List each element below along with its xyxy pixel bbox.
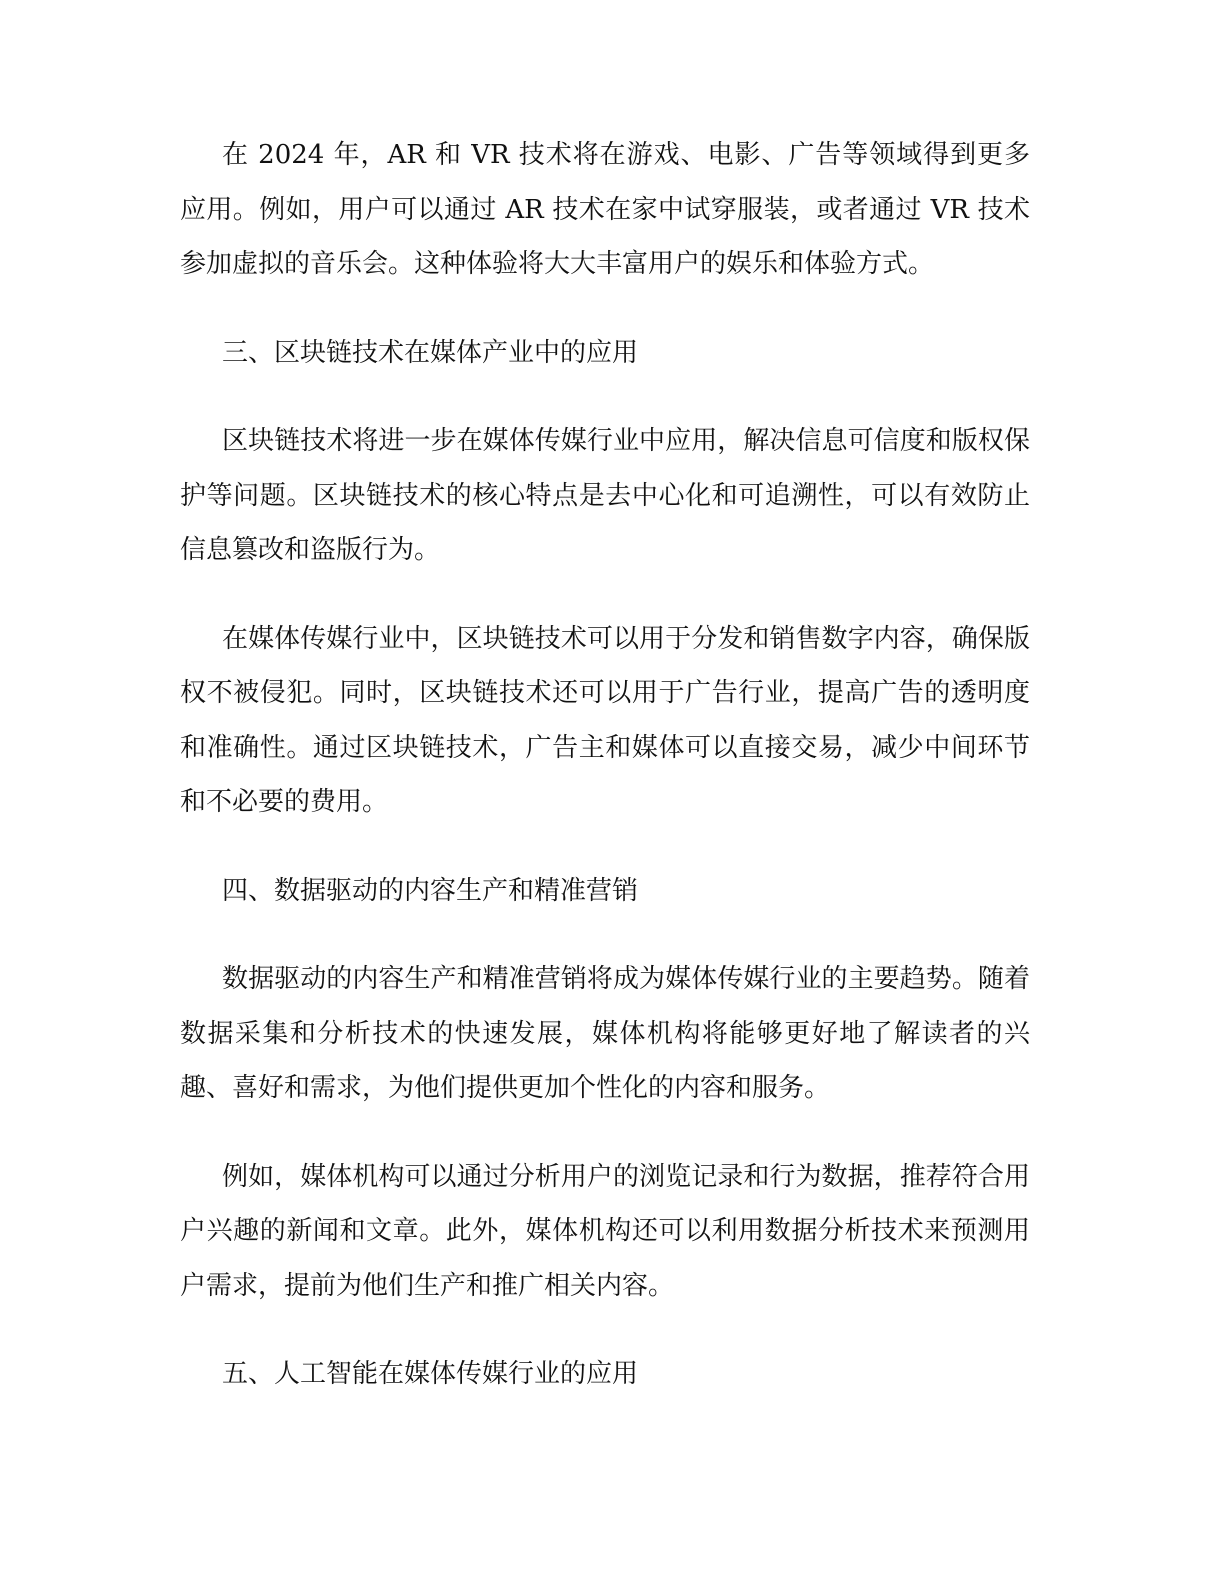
section-heading-blockchain: 三、区块链技术在媒体产业中的应用 <box>222 337 639 368</box>
section-heading-ai: 五、人工智能在媒体传媒行业的应用 <box>222 1359 639 1389</box>
paragraph-spacer <box>180 380 1030 414</box>
section-heading-data-driven: 四、数据驱动的内容生产和精准营销 <box>222 875 639 906</box>
paragraph-data-driven-trend: 数据驱动的内容生产和精准营销将成为媒体传媒行业的主要趋势。随着数据采集和分析技术的快速发展，媒体机构将能够更好地了解读者的兴趣、喜好和需求，为他们提供更加个性化的内容和服务。 <box>180 964 1030 1103</box>
paragraph-spacer <box>180 918 1030 952</box>
paragraph-blockchain-uses: 在媒体传媒行业中，区块链技术可以用于分发和销售数字内容，确保版权不被侵犯。同时，区块链技术还可以用于广告行业，提高广告的透明度和准确性。通过区块链技术，广告主和媒体可以直接交易，减少中间环节和不必要的费用。 <box>180 623 1030 817</box>
paragraph-spacer <box>180 578 1030 612</box>
paragraph-data-driven-example: 例如，媒体机构可以通过分析用户的浏览记录和行为数据，推荐符合用户兴趣的新闻和文章。此外，媒体机构还可以利用数据分析技术来预测用户需求，提前为他们生产和推广相关内容。 <box>180 1161 1030 1301</box>
paragraph-spacer <box>180 1116 1030 1150</box>
paragraph-ar-vr-applications: 在 2024 年，AR 和 VR 技术将在游戏、电影、广告等领域得到更多应用。例如，用户可以通过 AR 技术在家中试穿服装，或者通过 VR 技术参加虚拟的音乐会。这种体验将大大丰富用户的娱乐和体验方式。 <box>180 140 1030 279</box>
paragraph-spacer <box>180 830 1030 864</box>
paragraph-blockchain-intro: 区块链技术将进一步在媒体传媒行业中应用，解决信息可信度和版权保护等问题。区块链技术的核心特点是去中心化和可追溯性，可以有效防止信息篡改和盗版行为。 <box>180 426 1030 565</box>
paragraph-spacer <box>180 292 1030 326</box>
paragraph-spacer <box>180 1313 1030 1347</box>
document-page <box>180 128 1030 1402</box>
